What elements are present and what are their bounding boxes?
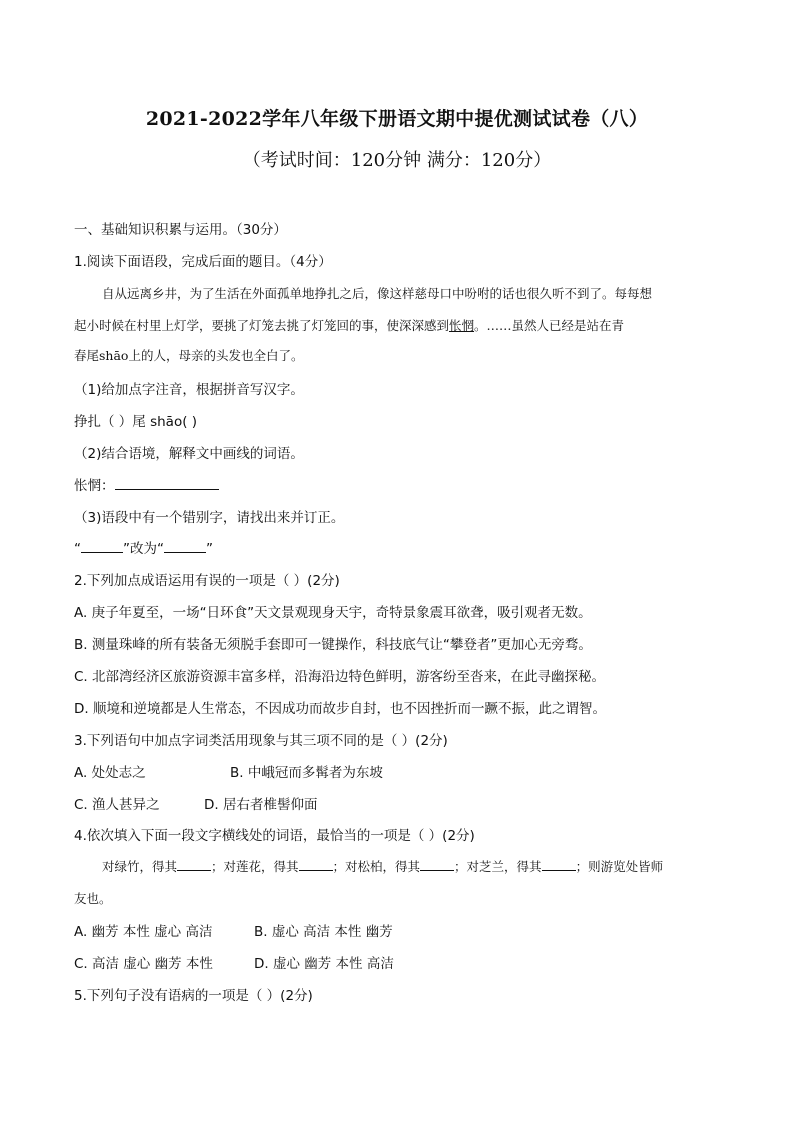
answer-blank[interactable]: [115, 477, 219, 490]
answer-label: 怅惘：: [74, 478, 115, 494]
passage-text: ；对莲花，得其: [211, 859, 299, 874]
option-d: D. 顺境和逆境都是人生常态，不因成功而故步自封，也不因挫折而一蹶不振，此之谓智。: [74, 701, 606, 717]
passage-line: 春尾shāo上的人，母亲的头发也全白了。: [74, 348, 304, 363]
question-5-stem: 5.下列句子没有语病的一项是（ ）(2分): [74, 988, 313, 1004]
option-a: A. 幽芳 本性 虚心 高洁: [74, 924, 213, 940]
answer-blank[interactable]: [81, 540, 123, 553]
option-b: B. 中峨冠而多髯者为东坡: [230, 765, 383, 781]
option-c: C. 高洁 虚心 幽芳 本性: [74, 956, 213, 972]
sub-question-2: （2)结合语境，解释文中画线的词语。: [74, 446, 304, 462]
sub-question-3: （3)语段中有一个错别字，请找出来并订正。: [74, 510, 345, 526]
answer-blank[interactable]: [177, 858, 211, 871]
underlined-word: 怅惘: [449, 318, 475, 333]
sub-question-1-answer: 挣扎（ ）尾 shāo( ): [74, 414, 198, 430]
option-a: A. 处处志之: [74, 765, 146, 781]
sub-question-3-answer: [74, 537, 213, 557]
option-c: C. 渔人甚异之: [74, 797, 160, 813]
question-3-stem: 3.下列语句中加点字词类活用现象与其三项不同的是（ ）(2分): [74, 733, 448, 749]
quote-mark: ”: [206, 541, 213, 557]
option-d: D. 居右者椎髻仰面: [204, 797, 318, 813]
section-heading: 一、基础知识积累与运用。（30分）: [74, 222, 287, 238]
passage-line: [74, 316, 624, 334]
passage-line: 自从远离乡井，为了生活在外面孤单地挣扎之后，像这样慈母口中吩咐的话也很久听不到了。每每想: [102, 286, 653, 301]
option-a: A. 庚子年夏至，一场“日环食”天文景观现身天宇，奇特景象震耳欲聋，吸引观者无数。: [74, 605, 592, 621]
passage-text: 对绿竹，得其: [102, 859, 178, 874]
quote-mark: “: [74, 541, 81, 557]
passage-text: ；对芝兰，得其: [454, 859, 542, 874]
answer-blank[interactable]: [164, 540, 206, 553]
sub-question-2-answer: [74, 474, 219, 494]
passage-text: 。……虽然人已经是站在青: [474, 318, 625, 333]
passage-text: 起小时候在村里上灯学，要挑了灯笼去挑了灯笼回的事，使深深感到: [74, 318, 450, 333]
passage-text: ；对松柏，得其: [332, 859, 421, 874]
answer-blank[interactable]: [299, 858, 333, 871]
option-b: B. 虚心 高洁 本性 幽芳: [254, 924, 393, 940]
passage-line: 友也。: [74, 891, 112, 906]
answer-blank[interactable]: [420, 858, 454, 871]
answer-blank[interactable]: [542, 858, 576, 871]
option-d: D. 虚心 幽芳 本性 高洁: [254, 956, 394, 972]
question-4-stem: 4.依次填入下面一段文字横线处的词语，最恰当的一项是（ ）(2分): [74, 828, 475, 844]
option-b: B. 测量珠峰的所有装备无须脱手套即可一键操作，科技底气让“攀登者”更加心无旁骛。: [74, 637, 592, 653]
passage-text: ；则游览处皆师: [575, 859, 664, 874]
option-c: C. 北部湾经济区旅游资源丰富多样，沿海沿边特色鲜明，游客纷至沓来，在此寻幽探秘。: [74, 669, 606, 685]
passage-line: [102, 857, 663, 875]
correction-text: ”改为“: [123, 541, 164, 557]
sub-question-1: （1)给加点字注音，根据拼音写汉字。: [74, 382, 304, 398]
question-1-stem: 1.阅读下面语段，完成后面的题目。（4分）: [74, 254, 332, 270]
page-title: 2021-2022学年八年级下册语文期中提优测试试卷（八）: [145, 108, 649, 130]
question-2-stem: 2.下列加点成语运用有误的一项是（ ）(2分): [74, 573, 340, 589]
exam-info: （考试时间：120分钟 满分：120分）: [242, 150, 552, 171]
